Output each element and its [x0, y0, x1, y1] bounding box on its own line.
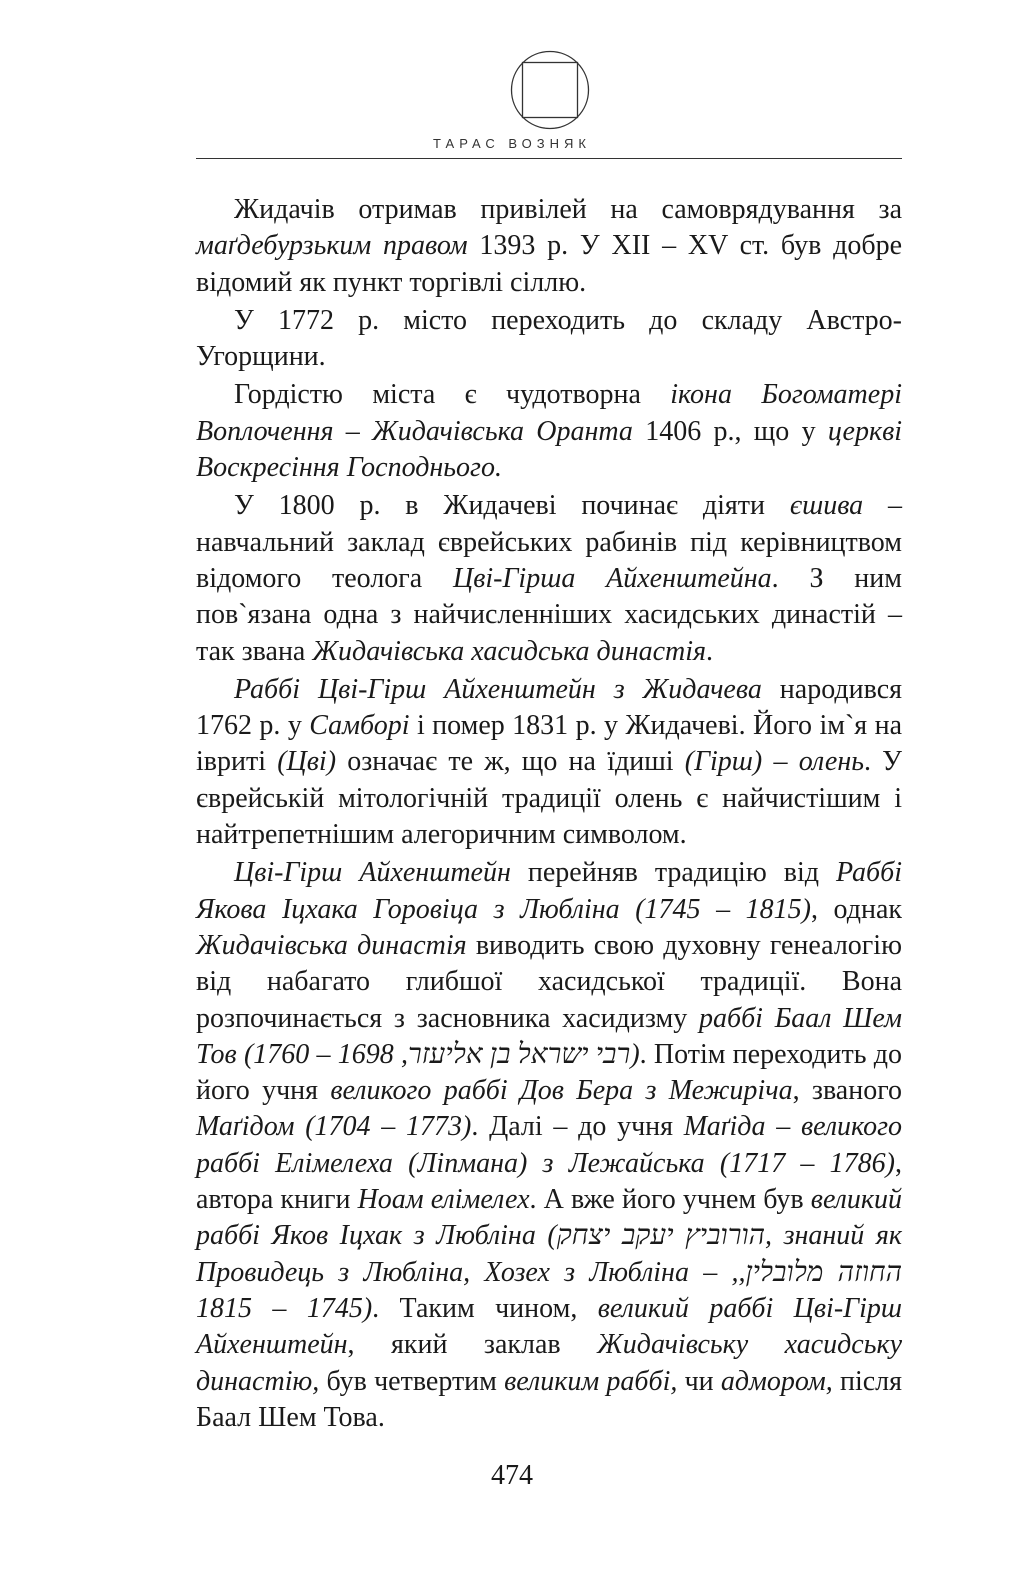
text-run: чи — [677, 1365, 721, 1397]
text-run: народився 1762 р. у — [196, 673, 902, 742]
paragraph — [196, 855, 902, 1436]
circle-square-logo-icon — [510, 50, 590, 130]
paragraph — [196, 377, 902, 486]
italic-run: (Цві) — [277, 746, 337, 778]
page-number: 474 — [491, 1460, 533, 1491]
text-run: і помер 1831 р. у Жидачеві. Його ім`я на івриті — [196, 710, 902, 778]
text-run: 1393 р. У XII – XV ст. був добре відомий як пункт торгівлі сіллю. — [196, 230, 902, 298]
text-run: був четвертим — [319, 1365, 505, 1397]
text-run: , однак — [810, 893, 902, 925]
running-header-author: ТАРАС ВОЗНЯК — [433, 136, 591, 151]
text-run: У 1800 р. в Жидачеві починає діяти — [234, 490, 790, 522]
italic-run: великого раббі Дов Бера з Межиріча — [330, 1075, 793, 1107]
italic-run: Раббі Якова Іцхака Горовіца з Любліна (1745 – 1815) — [196, 857, 902, 925]
text-run: Гордістю міста є чудотворна — [234, 379, 671, 411]
italic-run: Самборі — [309, 710, 410, 742]
italic-run: єшива — [789, 490, 864, 522]
text-run: 1406 р., що у — [632, 415, 828, 447]
text-run: . Потім переходить до його учня — [196, 1038, 902, 1107]
paragraph — [196, 303, 902, 376]
text-run: . Далі – до учня — [471, 1111, 684, 1143]
text-run: , званого — [792, 1075, 902, 1107]
italic-run: Маґіда – великого раббі Елімелеха (Ліпмана) з Лежайська (1717 – 1786) — [196, 1111, 902, 1179]
text-run: . З ним пов`язана одна з найчисленніших хасидських династій – так звана — [196, 562, 902, 667]
text-run: – навчальний заклад єврейських рабинів під керівництвом відомого теолога — [196, 490, 902, 594]
header-rule — [196, 158, 902, 159]
italic-run: Ноам елімелех — [357, 1184, 530, 1216]
paragraph — [196, 488, 902, 669]
italic-run: маґдебурзьким правом — [196, 230, 468, 262]
italic-run: (Гірш) – олень — [684, 746, 864, 778]
italic-run: адмором, — [720, 1365, 833, 1397]
italic-run: раббі Баал Шем Тов (רבי ישראל בן אליעזר, 1698 – 1760) — [196, 1002, 902, 1070]
body-text — [196, 192, 902, 1438]
text-run: Жидачів отримав привілей на самоврядування за — [234, 194, 902, 225]
paragraph — [196, 192, 902, 301]
text-run: . У єврейській мітологічній традиції олень є найчистішим і найтрепетнішим алегоричним символом. — [196, 746, 903, 851]
text-run: перейняв традицію від — [510, 857, 837, 889]
italic-run: великим раббі, — [504, 1365, 678, 1397]
italic-run: Жидачівську хасидську династію, — [196, 1329, 903, 1397]
paragraph — [196, 672, 902, 853]
text-run: означає те ж, що на їдиші — [336, 746, 685, 778]
italic-run: ікона Богоматері Воплочення – Жидачівська Оранта — [196, 379, 902, 447]
italic-run: великий раббі Цві-Гірш Айхенштейн — [196, 1292, 902, 1361]
italic-run: Цві-Гірш Айхенштейн — [234, 857, 511, 889]
text-run: . — [706, 635, 714, 667]
italic-run: Цві-Гірша Айхенштейна — [453, 562, 772, 594]
text-run: У 1772 р. місто переходить до складу Австро-Угорщини. — [196, 304, 902, 373]
text-run: виводить свою духовну генеалогію від набагато глибшої хасидської традиції. Вона розпочинається з засновника хасидизму — [196, 929, 902, 1034]
italic-run: Жидачівська династія — [196, 929, 467, 961]
text-run: після Баал Шем Това. — [196, 1365, 903, 1433]
text-run: . А вже його учнем був — [529, 1184, 811, 1216]
italic-run: Маґідом (1704 – 1773) — [196, 1111, 472, 1143]
italic-run: Жидачівська хасидська династія — [312, 635, 707, 667]
text-run: , автора книги — [196, 1147, 902, 1216]
italic-run: церкві Воскресіння Господнього. — [196, 415, 903, 484]
italic-run: великий раббі Яков Іцхак з Любліна (הורוביץ יעקב יצחק, знаний як Провидець з Любліна, Хозех з Любліна – החוזה מלובלין,, 1745 – 1815) — [196, 1184, 902, 1324]
text-run: . Таким чином, — [372, 1292, 598, 1324]
italic-run: Раббі Цві-Гірш Айхенштейн з Жидачева — [234, 673, 762, 705]
text-run: , який заклав — [347, 1329, 598, 1361]
